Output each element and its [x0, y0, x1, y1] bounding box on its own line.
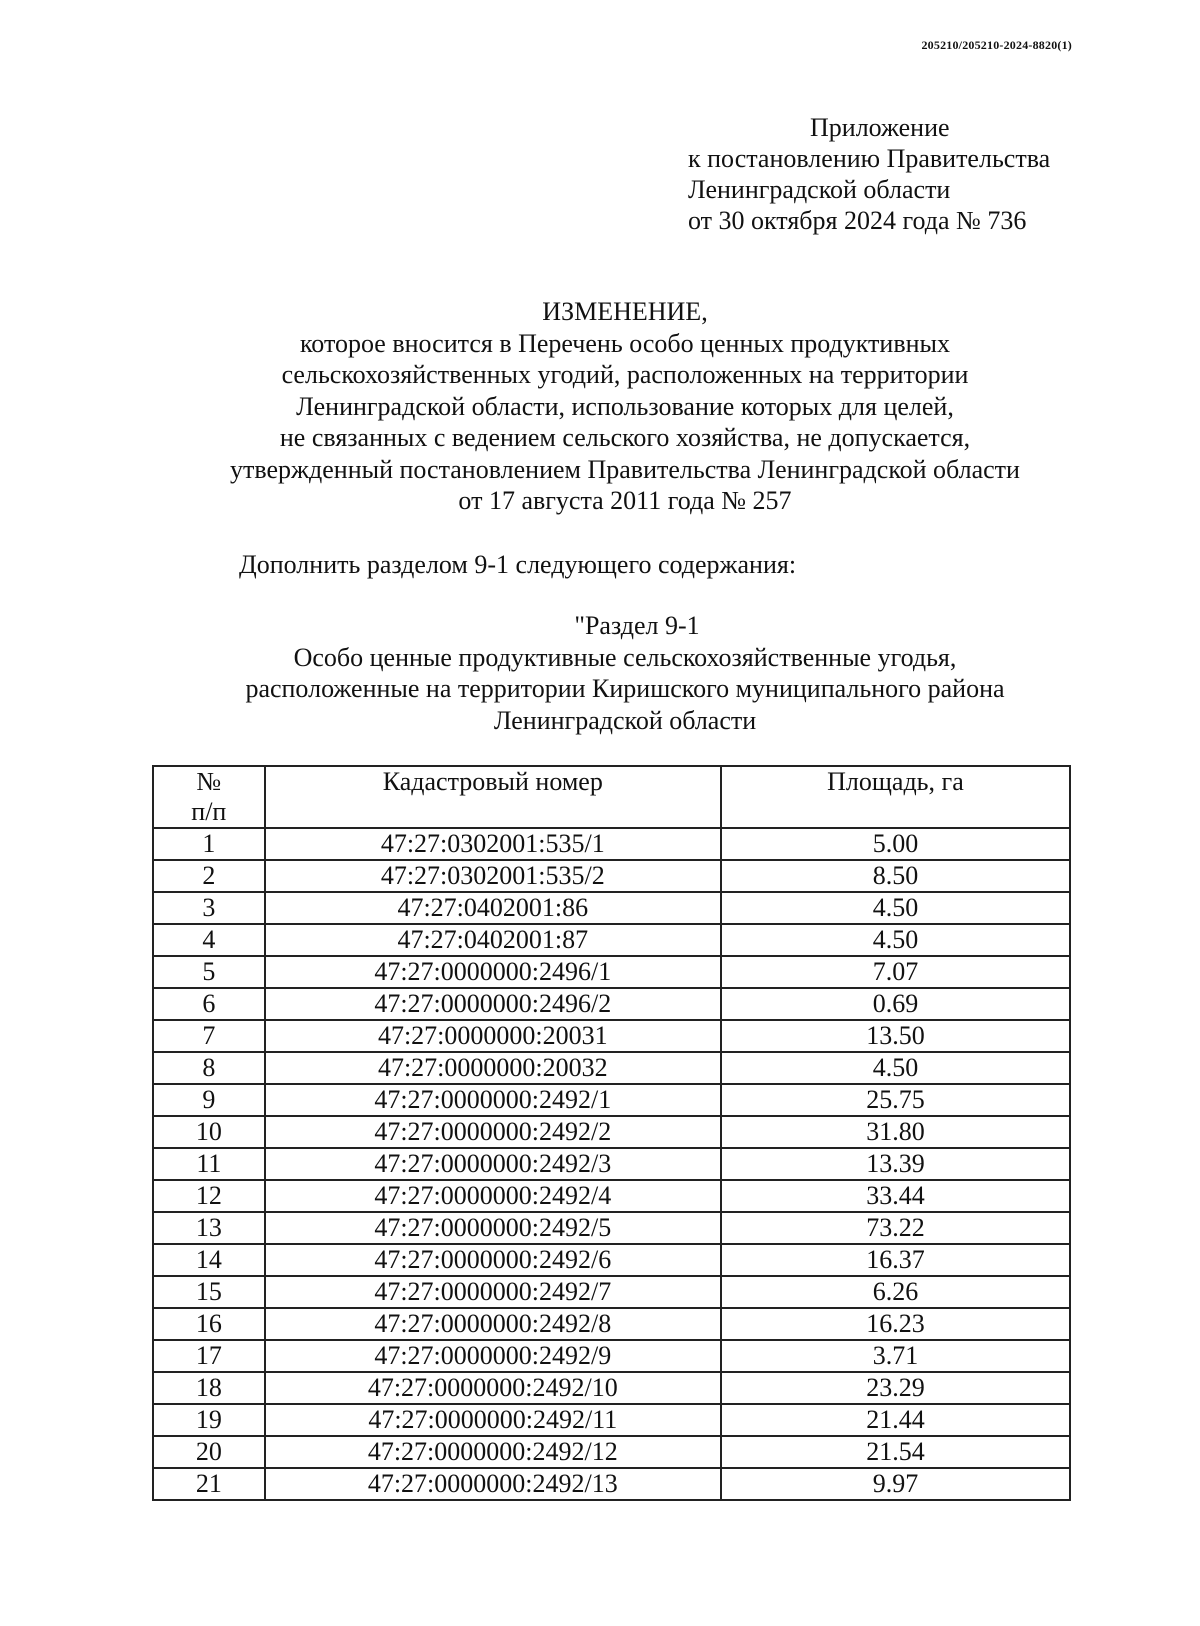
title-line: от 17 августа 2011 года № 257 — [458, 486, 792, 515]
table-row — [153, 1084, 1070, 1116]
row-number-cell: 17 — [153, 1340, 265, 1372]
table-row — [153, 1180, 1070, 1212]
row-number-cell: 19 — [153, 1404, 265, 1436]
cadastral-number-cell: 47:27:0302001:535/1 — [265, 828, 721, 860]
table-row — [153, 1436, 1070, 1468]
area-cell: 16.37 — [721, 1244, 1070, 1276]
row-number-cell: 4 — [153, 924, 265, 956]
cadastral-number-cell: 47:27:0402001:86 — [265, 892, 721, 924]
area-cell: 21.54 — [721, 1436, 1070, 1468]
table-row — [153, 1372, 1070, 1404]
table-row — [153, 1308, 1070, 1340]
document-title-block — [0, 296, 1200, 517]
row-number-cell: 15 — [153, 1276, 265, 1308]
cadastral-number-cell: 47:27:0000000:2492/3 — [265, 1148, 721, 1180]
appendix-line: Приложение — [810, 113, 950, 142]
cadastral-number-cell: 47:27:0000000:2492/11 — [265, 1404, 721, 1436]
row-number-cell: 11 — [153, 1148, 265, 1180]
area-cell: 6.26 — [721, 1276, 1070, 1308]
area-cell: 16.23 — [721, 1308, 1070, 1340]
document-title: ИЗМЕНЕНИЕ, — [542, 297, 708, 326]
cadastral-number-cell: 47:27:0000000:2492/5 — [265, 1212, 721, 1244]
appendix-header — [688, 112, 1050, 236]
row-number-cell: 7 — [153, 1020, 265, 1052]
area-cell: 7.07 — [721, 956, 1070, 988]
area-cell: 13.50 — [721, 1020, 1070, 1052]
cadastral-number-cell: 47:27:0000000:20032 — [265, 1052, 721, 1084]
title-line: которое вносится в Перечень особо ценных продуктивных — [300, 328, 950, 358]
table-row — [153, 1148, 1070, 1180]
section-line: Ленинградской области — [493, 705, 757, 735]
table-row — [153, 1020, 1070, 1052]
appendix-line: Ленинградской области — [688, 175, 951, 204]
cadastral-number-cell: 47:27:0000000:2492/8 — [265, 1308, 721, 1340]
area-cell: 23.29 — [721, 1372, 1070, 1404]
row-number-cell: 16 — [153, 1308, 265, 1340]
cadastral-number-cell: 47:27:0000000:2492/9 — [265, 1340, 721, 1372]
row-number-cell: 6 — [153, 988, 265, 1020]
document-id: 205210/205210-2024-8820(1) — [921, 38, 1072, 52]
cadastral-number-cell: 47:27:0000000:2492/6 — [265, 1244, 721, 1276]
row-number-cell: 10 — [153, 1116, 265, 1148]
row-number-cell: 9 — [153, 1084, 265, 1116]
table-row — [153, 924, 1070, 956]
row-number-cell: 20 — [153, 1436, 265, 1468]
table-row — [153, 1116, 1070, 1148]
header-number-line2: п/п — [191, 797, 227, 826]
cadastral-number-cell: 47:27:0000000:2492/7 — [265, 1276, 721, 1308]
table-row — [153, 1212, 1070, 1244]
table-row — [153, 1052, 1070, 1084]
table-row — [153, 1244, 1070, 1276]
table-body — [153, 828, 1070, 1500]
area-cell: 4.50 — [721, 1052, 1070, 1084]
area-cell: 8.50 — [721, 860, 1070, 892]
title-line: сельскохозяйственных угодий, расположенных на территории — [281, 360, 969, 389]
row-number-cell: 8 — [153, 1052, 265, 1084]
table-row — [153, 1276, 1070, 1308]
row-number-cell: 5 — [153, 956, 265, 988]
row-number-cell: 3 — [153, 892, 265, 924]
table-row — [153, 1468, 1070, 1500]
area-cell: 0.69 — [721, 988, 1070, 1020]
table-row — [153, 1340, 1070, 1372]
row-number-cell: 21 — [153, 1468, 265, 1500]
cadastral-number-cell: 47:27:0000000:2496/1 — [265, 956, 721, 988]
cadastral-number-cell: 47:27:0000000:2492/13 — [265, 1468, 721, 1500]
section-heading-block — [0, 610, 1200, 736]
cadastral-number-cell: 47:27:0000000:2492/2 — [265, 1116, 721, 1148]
table-row — [153, 860, 1070, 892]
row-number-cell: 14 — [153, 1244, 265, 1276]
cadastral-number-cell: 47:27:0302001:535/2 — [265, 860, 721, 892]
cadastral-number-cell: 47:27:0000000:2492/1 — [265, 1084, 721, 1116]
header-number — [153, 766, 265, 828]
section-heading: "Раздел 9-1 — [574, 611, 700, 640]
header-cadastral-number: Кадастровый номер — [265, 766, 721, 828]
row-number-cell: 12 — [153, 1180, 265, 1212]
area-cell: 33.44 — [721, 1180, 1070, 1212]
row-number-cell: 18 — [153, 1372, 265, 1404]
area-cell: 5.00 — [721, 828, 1070, 860]
area-cell: 31.80 — [721, 1116, 1070, 1148]
area-cell: 4.50 — [721, 924, 1070, 956]
cadastral-number-cell: 47:27:0000000:2492/10 — [265, 1372, 721, 1404]
header-area: Площадь, га — [721, 766, 1070, 828]
cadastral-number-cell: 47:27:0000000:2492/12 — [265, 1436, 721, 1468]
area-cell: 73.22 — [721, 1212, 1070, 1244]
table-row — [153, 828, 1070, 860]
header-number-line1: № — [196, 767, 222, 796]
table-header-row — [153, 766, 1070, 828]
area-cell: 25.75 — [721, 1084, 1070, 1116]
area-cell: 9.97 — [721, 1468, 1070, 1500]
section-line: Особо ценные продуктивные сельскохозяйственные угодья, — [293, 642, 957, 672]
area-cell: 3.71 — [721, 1340, 1070, 1372]
appendix-line: от 30 октября 2024 года № 736 — [688, 206, 1027, 235]
cadastral-number-cell: 47:27:0000000:2496/2 — [265, 988, 721, 1020]
title-line: не связанных с ведением сельского хозяйства, не допускается, — [279, 423, 971, 452]
table-row — [153, 956, 1070, 988]
row-number-cell: 13 — [153, 1212, 265, 1244]
cadastral-number-cell: 47:27:0000000:20031 — [265, 1020, 721, 1052]
area-cell: 4.50 — [721, 892, 1070, 924]
title-line: Ленинградской области, использование которых для целей, — [296, 391, 954, 421]
table-row — [153, 892, 1070, 924]
table-row — [153, 1404, 1070, 1436]
cadastral-table — [152, 765, 1071, 1501]
title-line: утвержденный постановлением Правительства Ленинградской области — [230, 454, 1020, 484]
section-line: расположенные на территории Киришского муниципального района — [245, 674, 1005, 703]
cadastral-number-cell: 47:27:0000000:2492/4 — [265, 1180, 721, 1212]
table-row — [153, 988, 1070, 1020]
supplement-instruction: Дополнить разделом 9-1 следующего содержания: — [239, 550, 797, 579]
row-number-cell: 2 — [153, 860, 265, 892]
cadastral-number-cell: 47:27:0402001:87 — [265, 924, 721, 956]
area-cell: 21.44 — [721, 1404, 1070, 1436]
row-number-cell: 1 — [153, 828, 265, 860]
appendix-line: к постановлению Правительства — [688, 144, 1051, 173]
area-cell: 13.39 — [721, 1148, 1070, 1180]
